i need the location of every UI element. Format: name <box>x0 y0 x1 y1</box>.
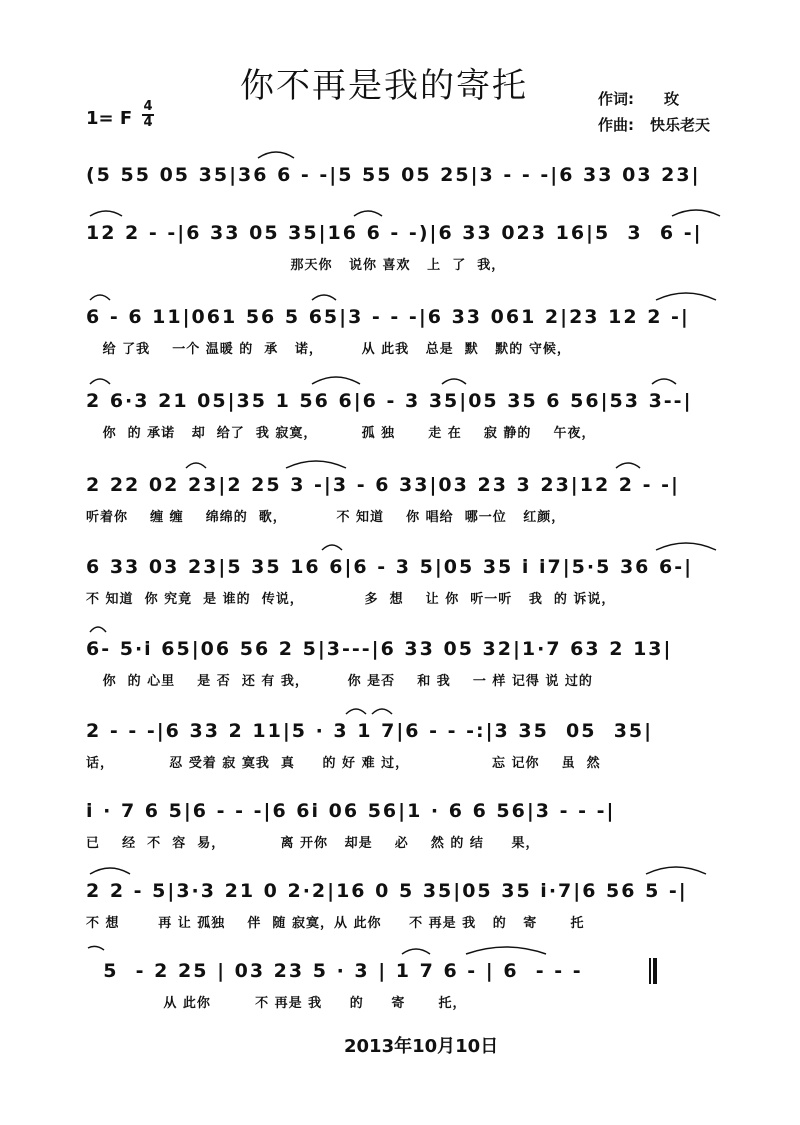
lyrics-line: 不 想 再 让 孤独 伴 随 寂寞，从 此你 不 再是 我 的 寄 托 <box>86 916 585 931</box>
time-signature <box>142 100 154 130</box>
final-barline <box>648 958 658 984</box>
lyricist-name: 玫 <box>664 90 680 108</box>
notation-line: 6 33 03 23|5 35 16 6|6 - 3 5|05 35 i i7|5·5 36 6-| <box>86 556 694 578</box>
notation-line: 2 22 02 23|2 25 3 -|3 - 6 33|03 23 3 23|12 2 - -| <box>86 474 680 496</box>
lyrics-line: 话， 忍 受着 寂 寞我 真 的 好 难 过， 忘 记你 虽 然 <box>86 756 601 771</box>
key-signature: 1= F <box>86 108 133 129</box>
composer-credit <box>598 114 710 135</box>
time-signature-top: 4 <box>143 99 153 114</box>
notation-line: 12 2 - -|6 33 05 35|16 6 - -)|6 33 023 16|5 3 6 -| <box>86 222 703 244</box>
notation-line: 6 - 6 11|061 56 5 65|3 - - -|6 33 061 2|23 12 2 -| <box>86 306 690 328</box>
notation-line: (5 55 05 35|36 6 - -|5 55 05 25|3 - - -|6 33 03 23| <box>86 164 701 186</box>
lyrics-line: 已 经 不 容 易， 离 开你 却是 必 然 的 结 果， <box>86 836 540 851</box>
composer-name: 快乐老天 <box>650 116 711 134</box>
composer-label: 作曲: <box>598 116 634 134</box>
lyrics-line: 听着你 缠 缠 绵绵的 歌， 不 知道 你 唱给 哪一位 红颜， <box>86 510 566 525</box>
notation-line: 5 - 2 25 | 03 23 5 · 3 | 1 7 6 - | 6 - - - <box>86 960 583 982</box>
notation-line: 2 6·3 21 05|35 1 56 6|6 - 3 35|05 35 6 56|53 3--| <box>86 390 693 412</box>
date-stamp: 2013年10月10日 <box>344 1036 499 1057</box>
lyrics-line: 你 的 承诺 却 给了 我 寂寞， 孤 独 走 在 寂 静的 午夜， <box>86 426 596 441</box>
song-title: 你不再是我的寄托 <box>240 66 528 106</box>
time-signature-bottom: 4 <box>143 115 153 130</box>
notation-line: 2 - - -|6 33 2 11|5 · 3 1 7|6 - - -:|3 35 05 35| <box>86 720 654 742</box>
notation-line: i · 7 6 5|6 - - -|6 6i 06 56|1 · 6 6 56|3 - - -| <box>86 800 616 822</box>
lyrics-line: 不 知道 你 究竟 是 谁的 传说， 多 想 让 你 听一听 我 的 诉说， <box>86 592 616 607</box>
lyricist-label: 作词: <box>598 90 634 108</box>
lyrics-line: 那天你 说你 喜欢 上 了 我， <box>86 258 506 273</box>
notation-line: 2 2 - 5|3·3 21 0 2·2|16 0 5 35|05 35 i·7|6 56 5 -| <box>86 880 688 902</box>
lyrics-line: 给 了我 一个 温暖 的 承 诺， 从 此我 总是 默 默的 守候， <box>86 342 571 357</box>
lyrics-line: 从 此你 不 再是 我 的 寄 托， <box>86 996 467 1011</box>
notation-line: 6- 5·i 65|06 56 2 5|3---|6 33 05 32|1·7 63 2 13| <box>86 638 673 660</box>
lyrics-line: 你 的 心里 是 否 还 有 我， 你 是否 和 我 一 样 记得 说 过的 <box>86 674 593 689</box>
lyricist-credit <box>598 88 679 109</box>
